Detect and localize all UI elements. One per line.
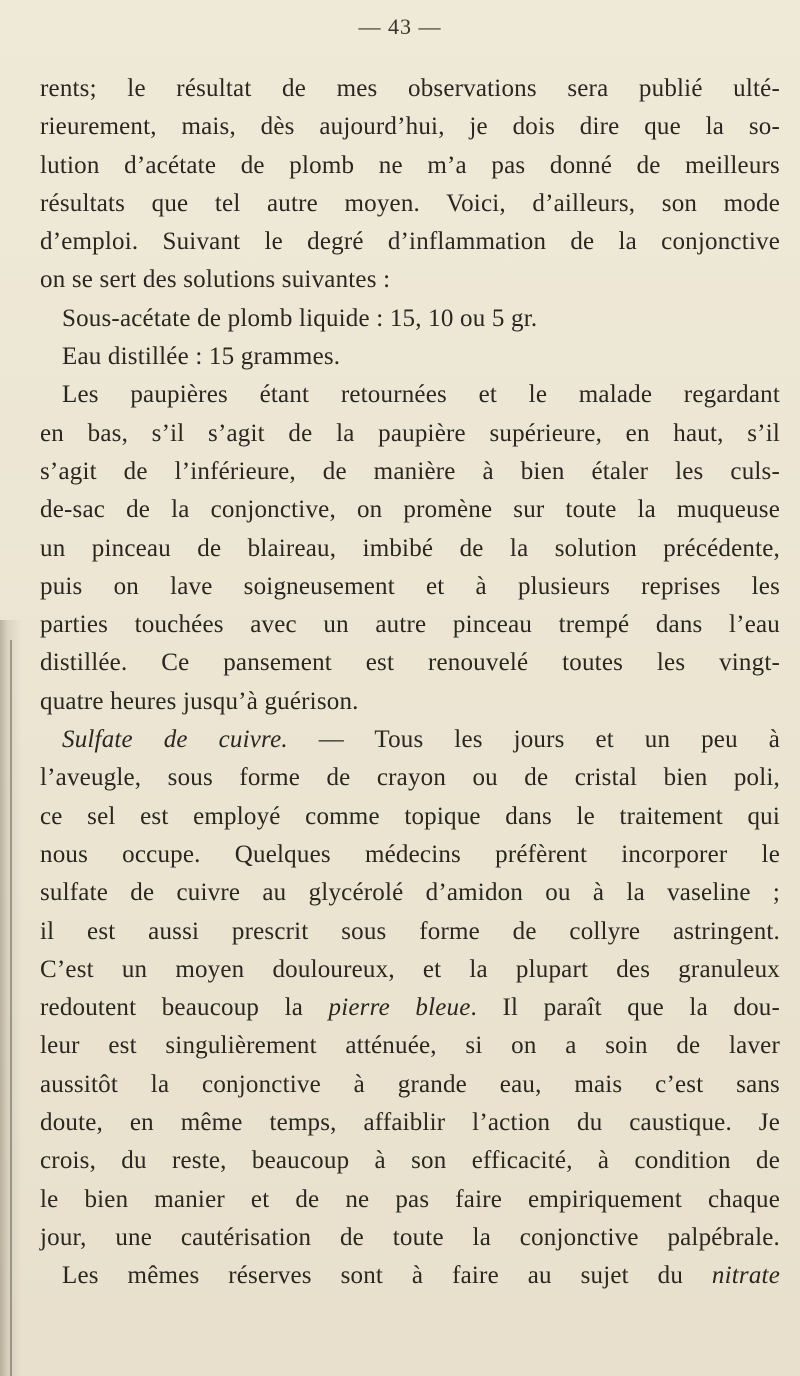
text-line: Les paupières étant retournées et le malade regardant	[62, 381, 780, 409]
text-line: l’aveugle, sous forme de crayon ou de cristal bien poli,	[40, 764, 780, 792]
text-line: redoutent beaucoup la pierre bleue. Il paraît que la dou-	[40, 994, 780, 1022]
text-line: aussitôt la conjonctive à grande eau, mais c’est sans	[40, 1070, 780, 1098]
text-line: quatre heures jusqu’à guérison.	[40, 687, 359, 715]
text-line: parties touchées avec un autre pinceau trempé dans l’eau	[40, 611, 780, 639]
text-line: Les mêmes réserves sont à faire au sujet du nitrate	[62, 1262, 780, 1290]
text-line: rieurement, mais, dès aujourd’hui, je dois dire que la so-	[40, 113, 780, 141]
page-number: — 43 —	[358, 14, 442, 39]
text-line: doute, en même temps, affaiblir l’action du caustique. Je	[40, 1109, 780, 1137]
text-line: distillée. Ce pansement est renouvelé toutes les vingt-	[40, 649, 780, 677]
text-line: nous occupe. Quelques médecins préfèrent incorporer le	[40, 840, 780, 868]
text-line: un pinceau de blaireau, imbibé de la solution précédente,	[40, 534, 780, 562]
text-line: on se sert des solutions suivantes :	[40, 266, 391, 294]
body-text	[40, 70, 780, 1296]
text-line: puis on lave soigneusement et à plusieurs reprises les	[40, 572, 780, 600]
binding-edge	[10, 640, 12, 1376]
text-line: il est aussi prescrit sous forme de collyre astringent.	[40, 917, 780, 945]
text-line: de-sac de la conjonctive, on promène sur toute la muqueuse	[40, 496, 780, 524]
text-line: Sous-acétate de plomb liquide : 15, 10 ou 5 gr.	[62, 304, 538, 332]
text-line: résultats que tel autre moyen. Voici, d’ailleurs, son mode	[40, 189, 780, 217]
text-line: en bas, s’il s’agit de la paupière supérieure, en haut, s’il	[40, 419, 780, 447]
text-line: Eau distillée : 15 grammes.	[62, 343, 341, 371]
text-line: rents; le résultat de mes observations sera publié ulté-	[40, 75, 780, 102]
text-line: Sulfate de cuivre. — Tous les jours et un peu à	[62, 726, 780, 754]
text-line: le bien manier et de ne pas faire empiriquement chaque	[40, 1185, 780, 1213]
text-line: d’emploi. Suivant le degré d’inflammation de la conjonctive	[40, 228, 780, 256]
text-line: lution d’acétate de plomb ne m’a pas donné de meilleurs	[40, 151, 780, 179]
text-line: s’agit de l’inférieure, de manière à bien étaler les culs-	[40, 457, 780, 485]
text-line: ce sel est employé comme topique dans le traitement qui	[40, 802, 780, 830]
text-line: leur est singulièrement atténuée, si on a soin de laver	[40, 1032, 780, 1060]
text-line: C’est un moyen douloureux, et la plupart des granuleux	[40, 955, 780, 983]
text-line: crois, du reste, beaucoup à son efficacité, à condition de	[40, 1147, 780, 1175]
text-line: sulfate de cuivre au glycérolé d’amidon ou à la vaseline ;	[40, 879, 780, 907]
text-line: jour, une cautérisation de toute la conjonctive palpébrale.	[40, 1223, 780, 1251]
